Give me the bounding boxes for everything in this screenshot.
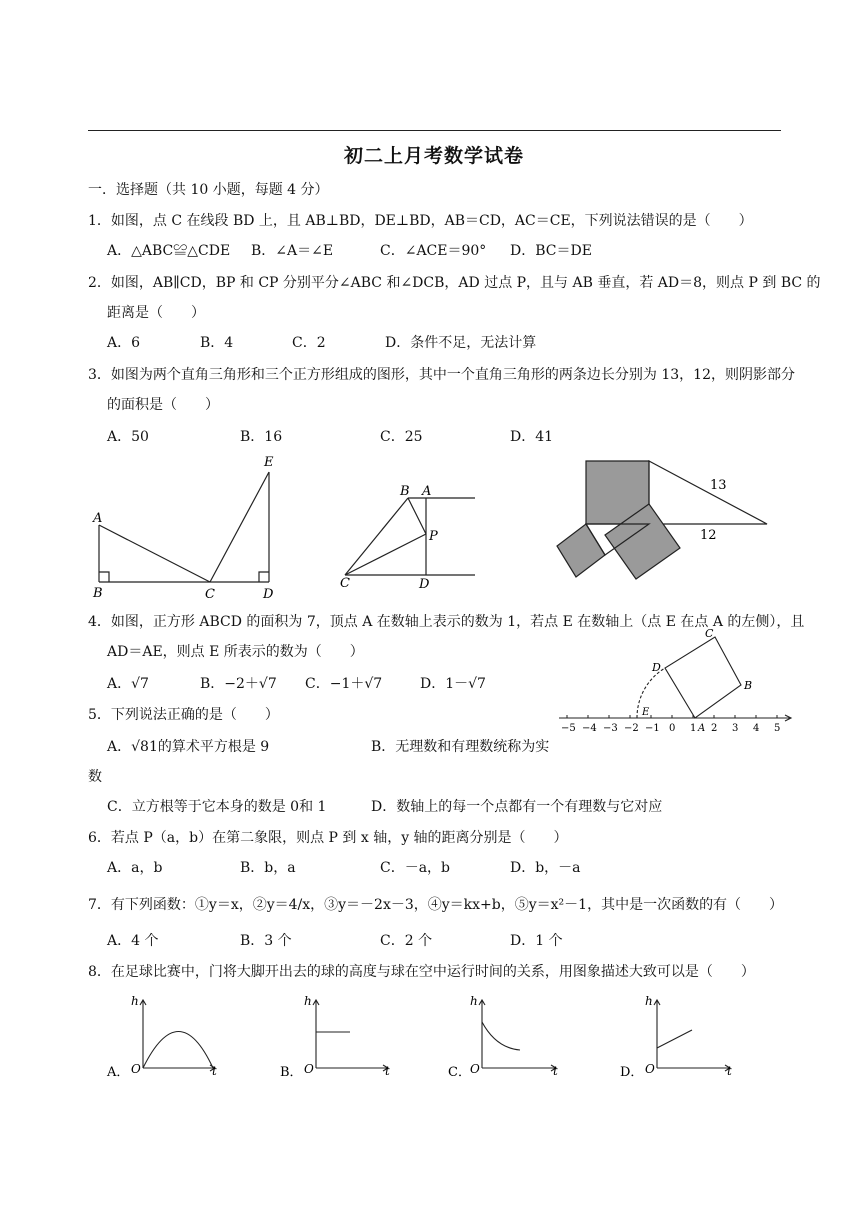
q7-option-b: B．3 个 bbox=[240, 933, 292, 949]
q3-stem-line1: 3．如图为两个直角三角形和三个正方形组成的图形，其中一个直角三角形的两条边长分别为 13，12，则阴影部分 bbox=[88, 367, 795, 383]
numline-label-a: A bbox=[698, 723, 706, 734]
q3-stem-line2: 的面积是（ ） bbox=[107, 397, 219, 413]
fig3-label-leg: 12 bbox=[700, 528, 717, 543]
numline-tick-label: −3 bbox=[603, 723, 618, 734]
numline-label-e: E bbox=[642, 707, 650, 718]
q8-c-origin: O bbox=[470, 1062, 480, 1076]
q8-b-axis-t: t bbox=[385, 1064, 390, 1078]
q3-figure bbox=[550, 455, 775, 585]
q8-graph-a bbox=[105, 990, 225, 1085]
q2-option-d: D．条件不足，无法计算 bbox=[385, 335, 537, 351]
q8-stem: 8．在足球比赛中，门将大脚开出去的球的高度与球在空中运行时间的关系，用图象描述大致可以是（ ） bbox=[88, 964, 755, 980]
q5-stem: 5．下列说法正确的是（ ） bbox=[88, 707, 279, 723]
q8-option-b-label: B． bbox=[280, 1065, 303, 1080]
section-heading: 一．选择题（共 10 小题，每题 4 分） bbox=[88, 182, 329, 198]
q2-stem-line2: 距离是（ ） bbox=[107, 305, 205, 321]
numline-tick-label: −5 bbox=[561, 723, 576, 734]
fig1-label-a: A bbox=[93, 511, 103, 526]
fig2-label-d: D bbox=[419, 577, 430, 592]
q1-option-d: D．BC＝DE bbox=[510, 243, 592, 259]
q8-c-axis-h: h bbox=[470, 994, 478, 1008]
q7-stem: 7．有下列函数：①y＝x，②y＝4/x，③y＝－2x－3，④y＝kx+b，⑤y＝x²－1，其中是一次函数的有（ ） bbox=[88, 897, 784, 913]
q3-option-c: C．25 bbox=[380, 429, 423, 445]
q8-option-a-label: A． bbox=[107, 1065, 130, 1080]
fig2-label-a: A bbox=[422, 484, 432, 499]
q5-option-c: C．立方根等于它本身的数是 0和 1 bbox=[107, 799, 327, 815]
numline-label-b: B bbox=[744, 679, 753, 692]
q6-option-a: A．a，b bbox=[107, 860, 163, 876]
page-title: 初二上月考数学试卷 bbox=[343, 145, 524, 167]
q5-option-d: D．数轴上的每一个点都有一个有理数与它对应 bbox=[371, 799, 663, 815]
q3-option-b: B．16 bbox=[240, 429, 283, 445]
q6-option-b: B．b，a bbox=[240, 860, 296, 876]
fig2-label-b: B bbox=[400, 484, 410, 499]
numline-tick-label: 4 bbox=[753, 723, 760, 734]
top-rule bbox=[88, 130, 781, 131]
q8-a-axis-t: t bbox=[212, 1064, 217, 1078]
q5-option-b: B．无理数和有理数统称为实 bbox=[371, 739, 550, 755]
q8-b-origin: O bbox=[304, 1062, 314, 1076]
fig1-label-e: E bbox=[264, 455, 274, 470]
q8-b-axis-h: h bbox=[304, 994, 312, 1008]
q8-graph-d bbox=[620, 990, 740, 1085]
q6-option-c: C．－a，b bbox=[380, 860, 451, 876]
q1-figure bbox=[85, 450, 285, 600]
q8-c-axis-t: t bbox=[553, 1064, 558, 1078]
q2-figure bbox=[335, 480, 485, 595]
fig1-label-d: D bbox=[263, 587, 274, 602]
fig3-label-hyp: 13 bbox=[710, 478, 727, 493]
fig1-label-c: C bbox=[205, 587, 215, 602]
q8-graph-c bbox=[448, 990, 568, 1085]
numline-tick-label: 3 bbox=[732, 723, 739, 734]
q8-d-axis-t: t bbox=[727, 1064, 732, 1078]
q2-stem-line1: 2．如图，AB∥CD，BP 和 CP 分别平分∠ABC 和∠DCB，AD 过点 P，且与 AB 垂直，若 AD＝8，则点 P 到 BC 的 bbox=[88, 275, 821, 291]
numline-label-d: D bbox=[652, 661, 661, 674]
q7-option-d: D．1 个 bbox=[510, 933, 563, 949]
q1-stem: 1．如图，点 C 在线段 BD 上，且 AB⊥BD，DE⊥BD，AB＝CD，AC＝CE，下列说法错误的是（ ） bbox=[88, 213, 753, 229]
numline-tick-label: 1 bbox=[690, 723, 697, 734]
q8-graph-b bbox=[280, 990, 400, 1085]
fig1-label-b: B bbox=[93, 586, 103, 601]
q2-option-c: C．2 bbox=[292, 335, 326, 351]
q4-stem-line2: AD＝AE，则点 E 所表示的数为（ ） bbox=[107, 644, 364, 660]
q5-option-b-cont: 数 bbox=[88, 769, 102, 785]
numline-tick-label: −2 bbox=[624, 723, 639, 734]
q3-option-a: A．50 bbox=[107, 429, 149, 445]
numline-tick-label: 0 bbox=[669, 723, 676, 734]
q6-option-d: D．b，－a bbox=[510, 860, 581, 876]
q7-option-a: A．4 个 bbox=[107, 933, 159, 949]
q3-option-d: D．41 bbox=[510, 429, 554, 445]
q1-option-b: B．∠A＝∠E bbox=[251, 243, 334, 259]
q1-option-c: C．∠ACE＝90° bbox=[380, 243, 487, 259]
q4-numberline-figure bbox=[555, 625, 800, 740]
q1-option-a: A．△ABC≌△CDE bbox=[107, 243, 231, 259]
q2-option-b: B．4 bbox=[200, 335, 234, 351]
fig2-label-p: P bbox=[429, 529, 438, 544]
q4-option-a: A．√7 bbox=[107, 676, 149, 692]
q4-option-d: D．1－√7 bbox=[420, 676, 486, 692]
numline-tick-label: 5 bbox=[774, 723, 781, 734]
q4-stem-line1: 4．如图，正方形 ABCD 的面积为 7，顶点 A 在数轴上表示的数为 1，若点 E 在数轴上（点 E 在点 A 的左侧），且 bbox=[88, 614, 805, 630]
numline-tick-label: −1 bbox=[645, 723, 660, 734]
q8-d-axis-h: h bbox=[645, 994, 653, 1008]
q2-option-a: A．6 bbox=[107, 335, 141, 351]
fig2-label-c: C bbox=[340, 576, 350, 591]
q8-option-c-label: C． bbox=[448, 1065, 471, 1080]
numline-label-c: C bbox=[705, 627, 714, 640]
numline-tick-label: −4 bbox=[582, 723, 597, 734]
q7-option-c: C．2 个 bbox=[380, 933, 433, 949]
q4-option-b: B．−2＋√7 bbox=[200, 676, 277, 692]
q8-option-d-label: D． bbox=[620, 1065, 644, 1080]
q8-a-origin: O bbox=[131, 1062, 141, 1076]
numline-tick-label: 2 bbox=[711, 723, 718, 734]
q5-option-a: A．√81的算术平方根是 9 bbox=[107, 739, 270, 755]
q6-stem: 6．若点 P（a，b）在第二象限，则点 P 到 x 轴，y 轴的距离分别是（ ） bbox=[88, 830, 568, 846]
q8-a-axis-h: h bbox=[131, 994, 139, 1008]
q4-option-c: C．−1＋√7 bbox=[305, 676, 383, 692]
q8-d-origin: O bbox=[645, 1062, 655, 1076]
